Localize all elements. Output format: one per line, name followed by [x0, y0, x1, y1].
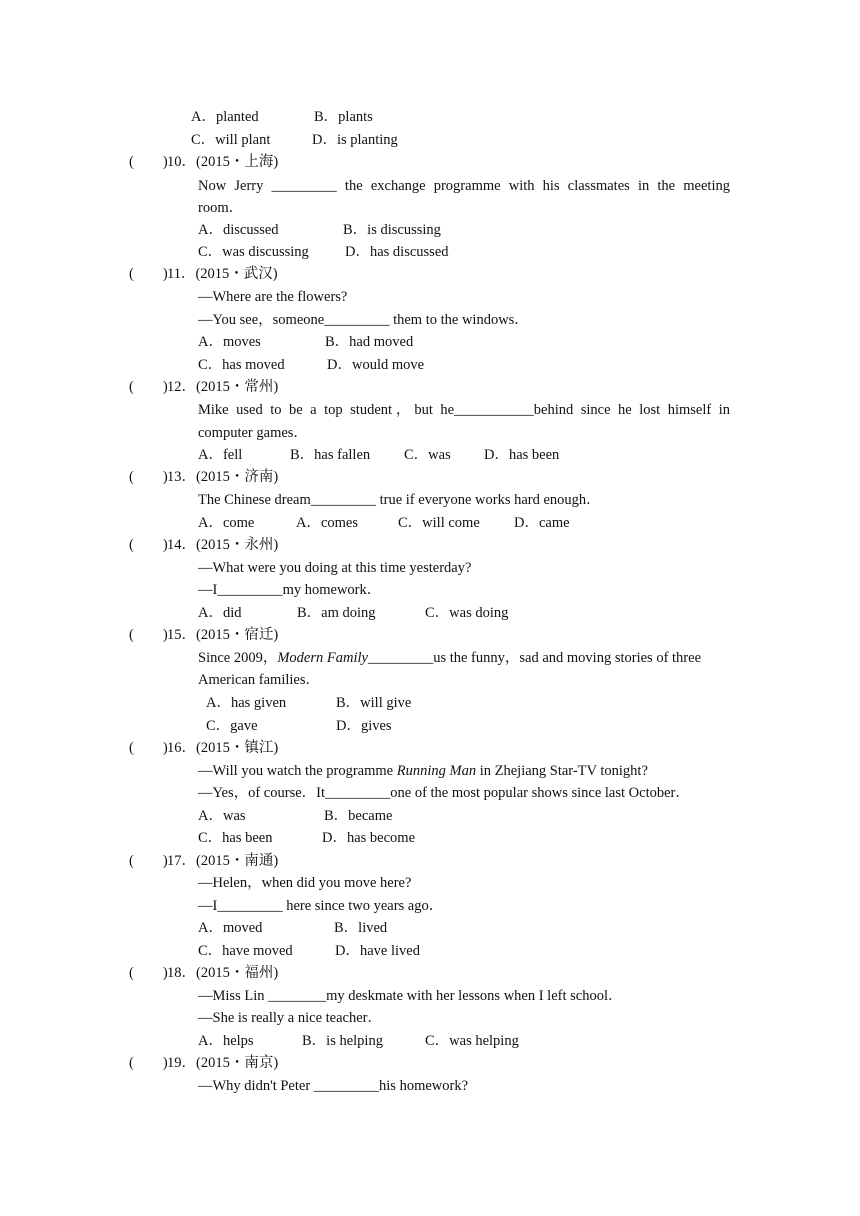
option-a: A．helps — [198, 1033, 254, 1049]
option-a: A．fell — [198, 447, 243, 463]
option-b: B．is discussing — [343, 222, 441, 238]
answer-bracket: ( ) — [129, 469, 168, 485]
question-header: 12．(2015・常州) — [167, 379, 279, 395]
option-c: C．has been — [198, 830, 273, 846]
text-segment: _________us the funny，sad and moving stories of three — [367, 650, 701, 666]
italic-title: Modern Family — [277, 650, 368, 666]
answer-bracket: ( ) — [129, 740, 168, 756]
option-b: B．became — [324, 808, 393, 824]
answer-bracket: ( ) — [129, 965, 168, 981]
option-d: D．came — [514, 515, 570, 531]
question-text: —I_________ here since two years ago． — [198, 898, 444, 914]
question-header: 15．(2015・宿迁) — [167, 627, 279, 643]
question-text — [198, 761, 648, 781]
answer-bracket: ( ) — [129, 1055, 168, 1071]
question-text: —Why didn't Peter _________his homework? — [198, 1078, 469, 1094]
q9-option-c: C．will plant — [191, 132, 271, 148]
text-segment: in Zhejiang Star-TV tonight? — [476, 763, 648, 779]
question-header: 18．(2015・福州) — [167, 965, 279, 981]
question-text: —Where are the flowers? — [198, 289, 348, 305]
option-a: A．discussed — [198, 222, 279, 238]
answer-bracket: ( ) — [129, 379, 168, 395]
option-b: B．has fallen — [290, 447, 371, 463]
question-header: 19．(2015・南京) — [167, 1055, 279, 1071]
option-d: D．have lived — [335, 943, 420, 959]
option-b: B．lived — [334, 920, 388, 936]
q9-option-b: B．plants — [314, 109, 373, 125]
question-text — [198, 648, 701, 668]
question-text: —Yes，of course．It_________one of the most popular shows since last October． — [198, 785, 690, 801]
question-text: American families． — [198, 672, 320, 688]
question-text: computer games． — [198, 425, 308, 441]
option-a: A．did — [198, 605, 242, 621]
question-header: 17．(2015・南通) — [167, 853, 279, 869]
option-d: D．has discussed — [345, 244, 449, 260]
option-c: C．was discussing — [198, 244, 309, 260]
question-text: Now Jerry _________ the exchange programme with his classmates in the meeting — [198, 178, 730, 194]
answer-bracket: ( ) — [129, 853, 168, 869]
option-d: D．gives — [336, 718, 392, 734]
option-d: D．has become — [322, 830, 416, 846]
option-c: C．will come — [398, 515, 480, 531]
text-segment: —Will you watch the programme — [198, 763, 397, 779]
option-b: A．comes — [296, 515, 359, 531]
question-text: Mike used to be a top student，but he___________behind since he lost himself in — [198, 402, 730, 418]
option-a: A．was — [198, 808, 246, 824]
question-text: —You see，someone_________ them to the windows． — [198, 312, 529, 328]
question-text: The Chinese dream_________ true if everyone works hard enough． — [198, 492, 601, 508]
option-a: A．moved — [198, 920, 263, 936]
text-segment: Since 2009， — [198, 650, 278, 666]
q9-option-a: A．planted — [191, 109, 259, 125]
option-c: C．has moved — [198, 357, 285, 373]
question-text: —What were you doing at this time yesterday? — [198, 560, 472, 576]
option-b: B．will give — [336, 695, 412, 711]
question-text: —I_________my homework． — [198, 582, 382, 598]
option-d: D．has been — [484, 447, 560, 463]
italic-title: Running Man — [396, 763, 477, 779]
option-c: C．was helping — [425, 1033, 519, 1049]
question-text: room． — [198, 200, 244, 216]
question-header: 16．(2015・镇江) — [167, 740, 279, 756]
option-b: B．am doing — [297, 605, 376, 621]
answer-bracket: ( ) — [129, 627, 168, 643]
option-c: C．gave — [206, 718, 258, 734]
option-a: A．moves — [198, 334, 261, 350]
answer-bracket: ( ) — [129, 266, 168, 282]
option-a: A．has given — [206, 695, 287, 711]
question-header: 14．(2015・永州) — [167, 537, 279, 553]
question-text: —She is really a nice teacher． — [198, 1010, 382, 1026]
question-text: —Miss Lin ________my deskmate with her lessons when I left school． — [198, 988, 623, 1004]
option-c: C．was — [404, 447, 451, 463]
q9-option-d: D．is planting — [312, 132, 398, 148]
question-header: 10．(2015・上海) — [167, 154, 279, 170]
option-d: D．would move — [327, 357, 425, 373]
question-header: 13．(2015・济南) — [167, 469, 279, 485]
answer-bracket: ( ) — [129, 537, 168, 553]
option-c: C．was doing — [425, 605, 509, 621]
option-a: A．come — [198, 515, 255, 531]
option-b: B．is helping — [302, 1033, 383, 1049]
option-c: C．have moved — [198, 943, 293, 959]
answer-bracket: ( ) — [129, 154, 168, 170]
question-text: —Helen，when did you move here? — [198, 875, 412, 891]
question-header: 11．(2015・武汉) — [167, 266, 278, 282]
option-b: B．had moved — [325, 334, 414, 350]
